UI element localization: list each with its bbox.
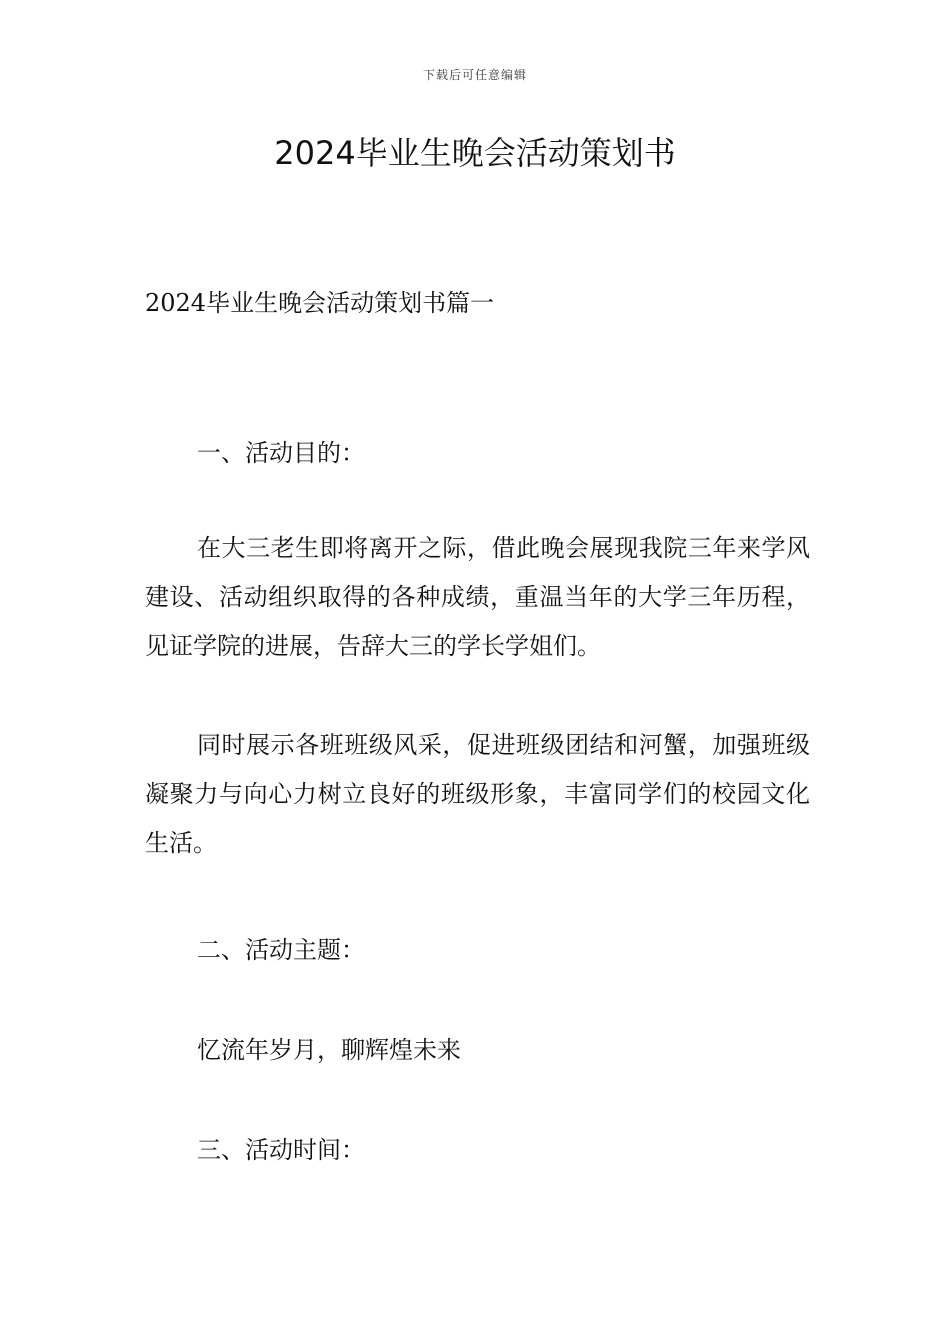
heading-time: 三、活动时间： [197,1136,365,1164]
theme-text: 忆流年岁月，聊辉煌未来 [197,1036,461,1064]
header-note: 下载后可任意编辑 [422,68,527,82]
section-title: 2024毕业生晚会活动策划书篇一 [145,289,495,317]
document-title: 2024毕业生晚会活动策划书 [274,134,676,172]
paragraph-purpose-2: 同时展示各班班级风采，促进班级团结和河蟹，加强班级凝聚力与向心力树立良好的班级形象，丰富同学们的校园文化生活。 [145,731,810,857]
heading-purpose: 一、活动目的： [197,439,365,467]
paragraph-purpose-1: 在大三老生即将离开之际，借此晚会展现我院三年来学风建设、活动组织取得的各种成绩，重温当年的大学三年历程，见证学院的进展，告辞大三的学长学姐们。 [145,534,810,660]
heading-theme: 二、活动主题： [197,936,365,964]
